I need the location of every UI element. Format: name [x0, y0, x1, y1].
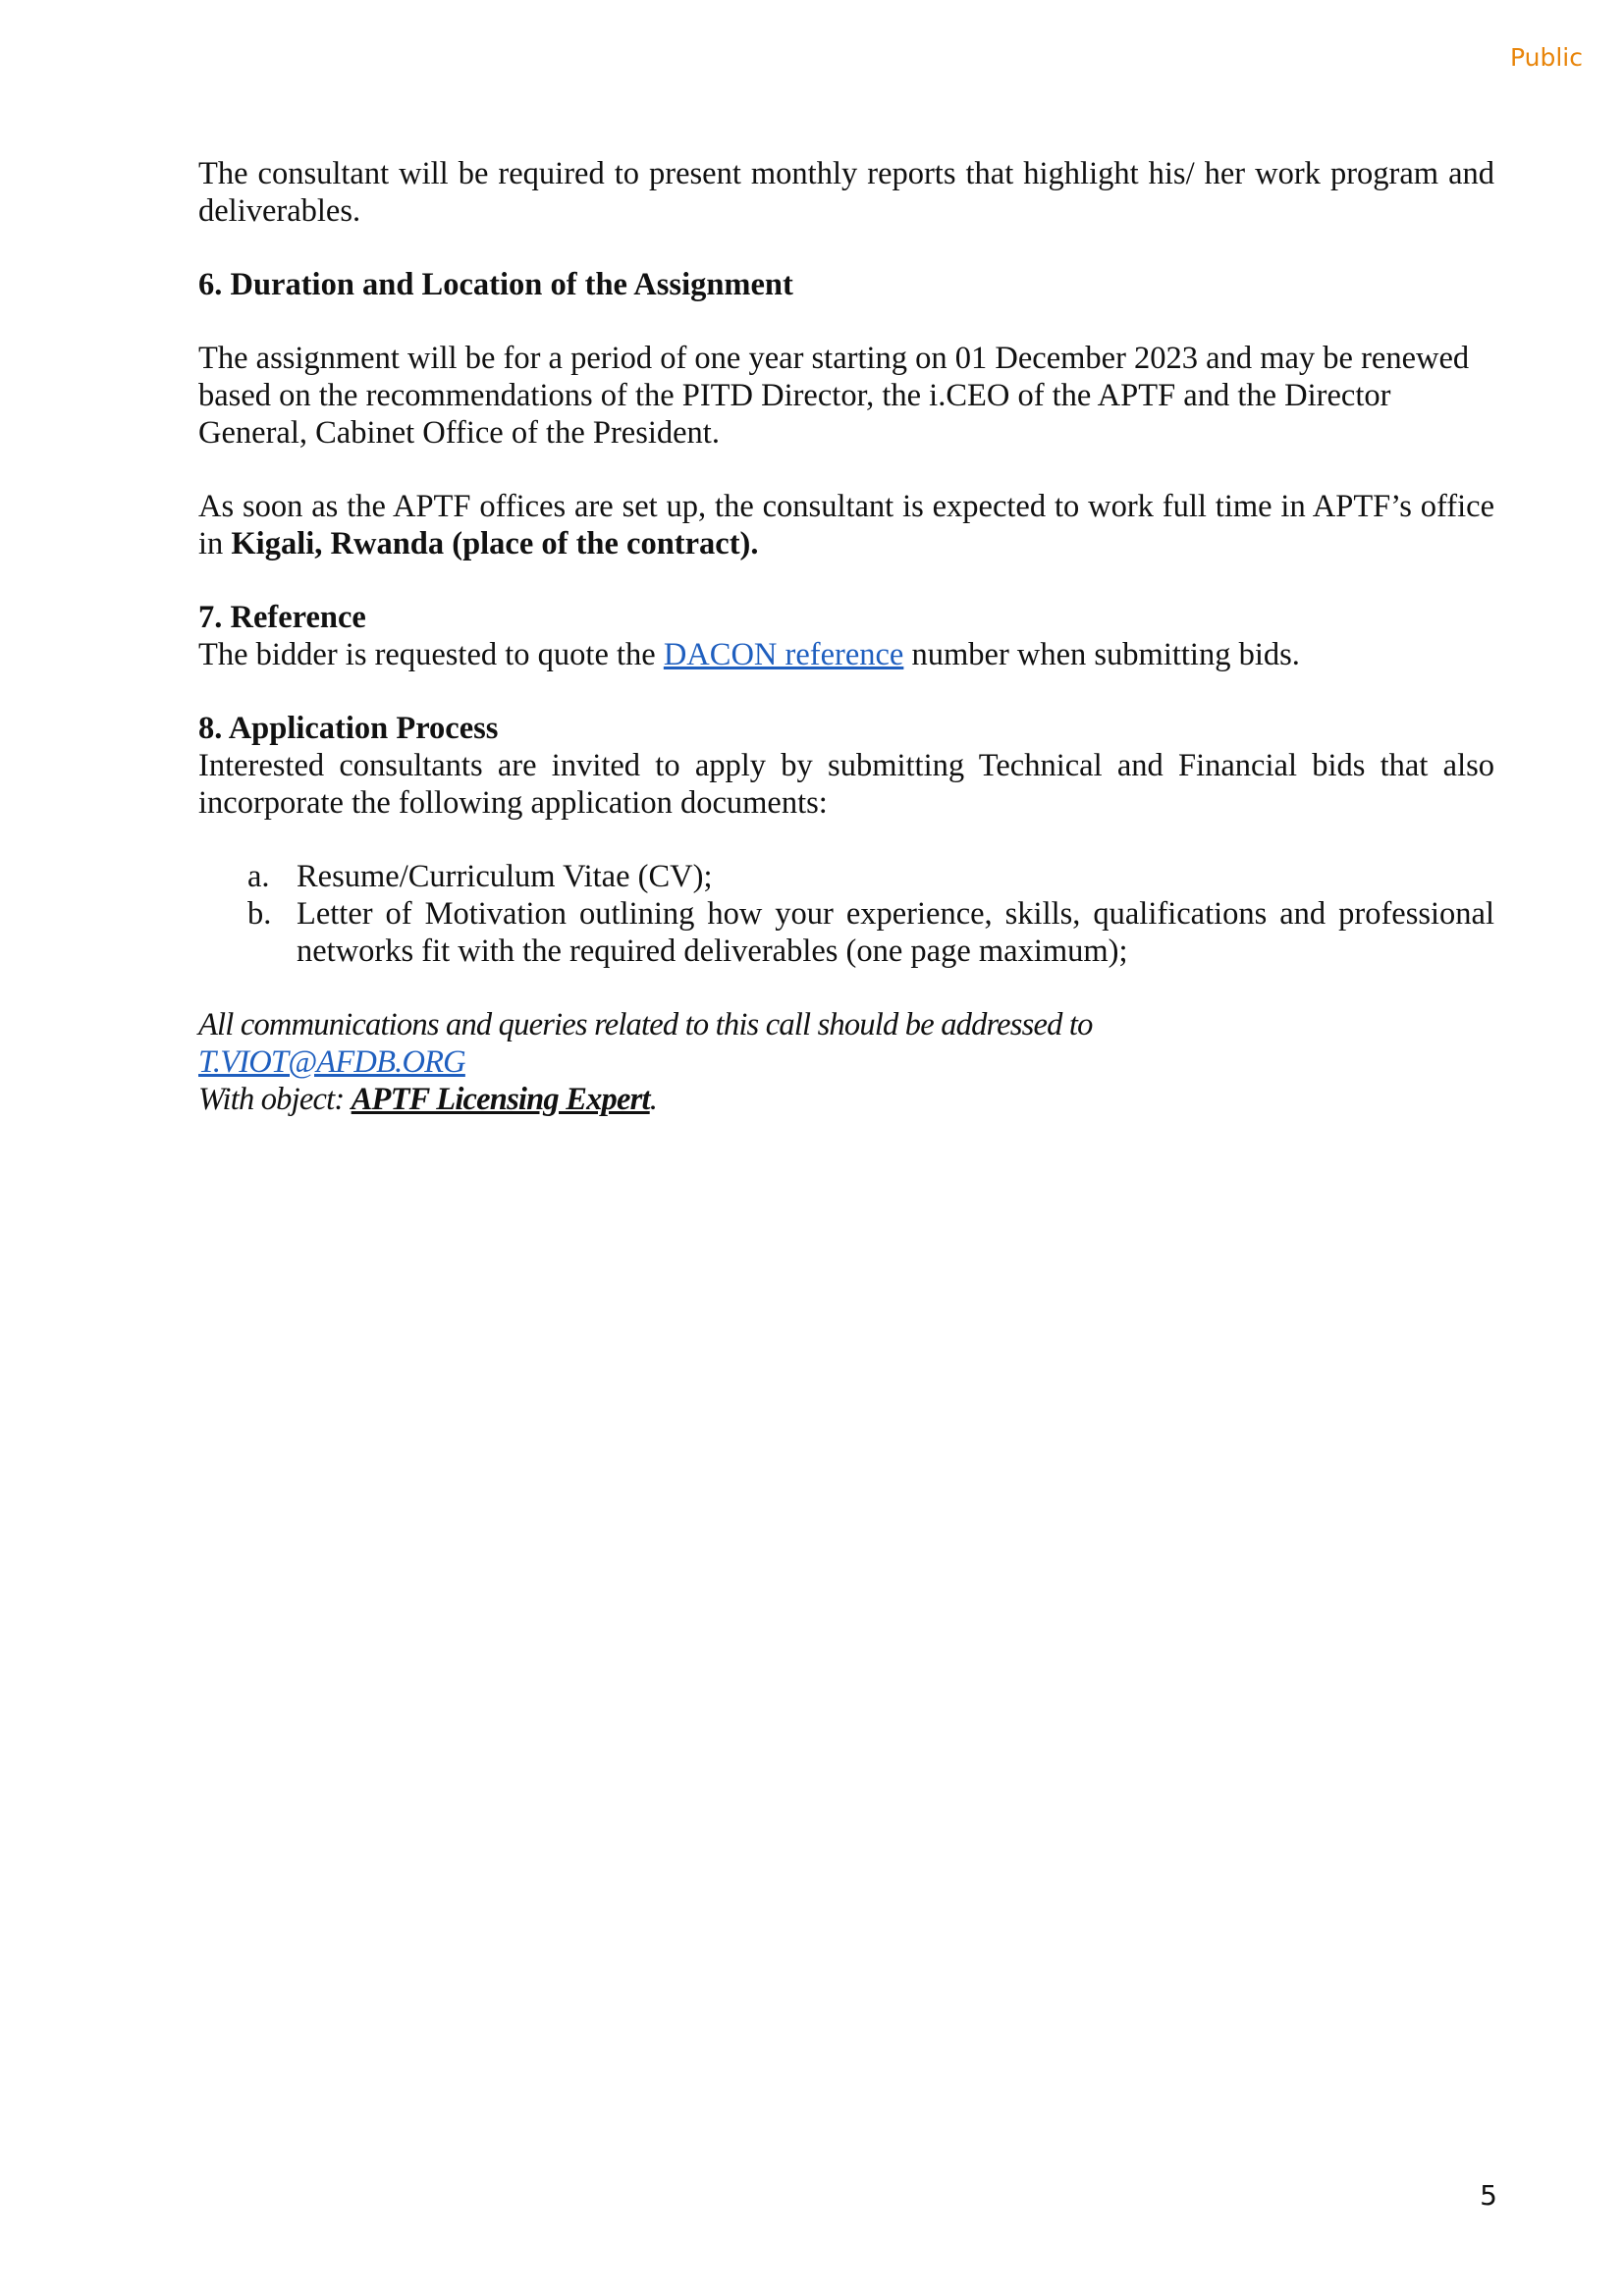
- section-6-paragraph-location: [198, 488, 1494, 562]
- contact-object-line: [198, 1081, 1494, 1118]
- section-8-heading: 8. Application Process: [198, 711, 499, 746]
- intro-paragraph: The consultant will be required to present monthly reports that highlight his/ her work program and deliverables.: [198, 156, 1494, 229]
- list-item-text: Resume/Curriculum Vitae (CV);: [297, 859, 713, 894]
- dacon-reference-link[interactable]: DACON reference: [663, 637, 904, 672]
- list-item: [198, 895, 1494, 970]
- object-value: APTF Licensing Expert: [351, 1082, 650, 1117]
- list-item: [198, 858, 1494, 895]
- list-item-text: Letter of Motivation outlining how your experience, skills, qualifications and professional networks fit with the required deliverables (one page maximum);: [297, 896, 1494, 969]
- contact-instruction: All communications and queries related to this call should be addressed to: [198, 1007, 1093, 1042]
- section-6-paragraph-duration: The assignment will be for a period of one year starting on 01 December 2023 and may be renewed based on the recommendations of the PITD Director, the i.CEO of the APTF and the Director General, Cabinet Office of the President.: [198, 341, 1470, 451]
- list-marker: a.: [247, 859, 270, 894]
- contact-email-link[interactable]: T.VIOT@AFDB.ORG: [198, 1044, 465, 1080]
- document-body: [198, 155, 1494, 1118]
- section-7-paragraph: [198, 636, 1494, 673]
- contact-block: [198, 1006, 1494, 1118]
- section-7-heading: 7. Reference: [198, 600, 366, 635]
- application-documents-list: [198, 858, 1494, 970]
- location-text: As soon as the APTF offices are set up, the consultant is expected to work full time in APTF’s office in: [198, 489, 1494, 561]
- page-number: 5: [1480, 2179, 1497, 2212]
- list-marker: b.: [247, 896, 272, 932]
- reference-text-before: The bidder is requested to quote the: [198, 637, 664, 672]
- section-6-heading: 6. Duration and Location of the Assignment: [198, 267, 793, 302]
- object-end: .: [649, 1082, 658, 1117]
- location-place: Kigali, Rwanda (place of the contract).: [231, 526, 759, 561]
- section-8-intro: Interested consultants are invited to apply by submitting Technical and Financial bids that also incorporate the following application documents:: [198, 748, 1494, 821]
- classification-label: Public: [1510, 43, 1583, 72]
- reference-text-after: number when submitting bids.: [903, 637, 1300, 672]
- object-label: With object:: [198, 1082, 352, 1117]
